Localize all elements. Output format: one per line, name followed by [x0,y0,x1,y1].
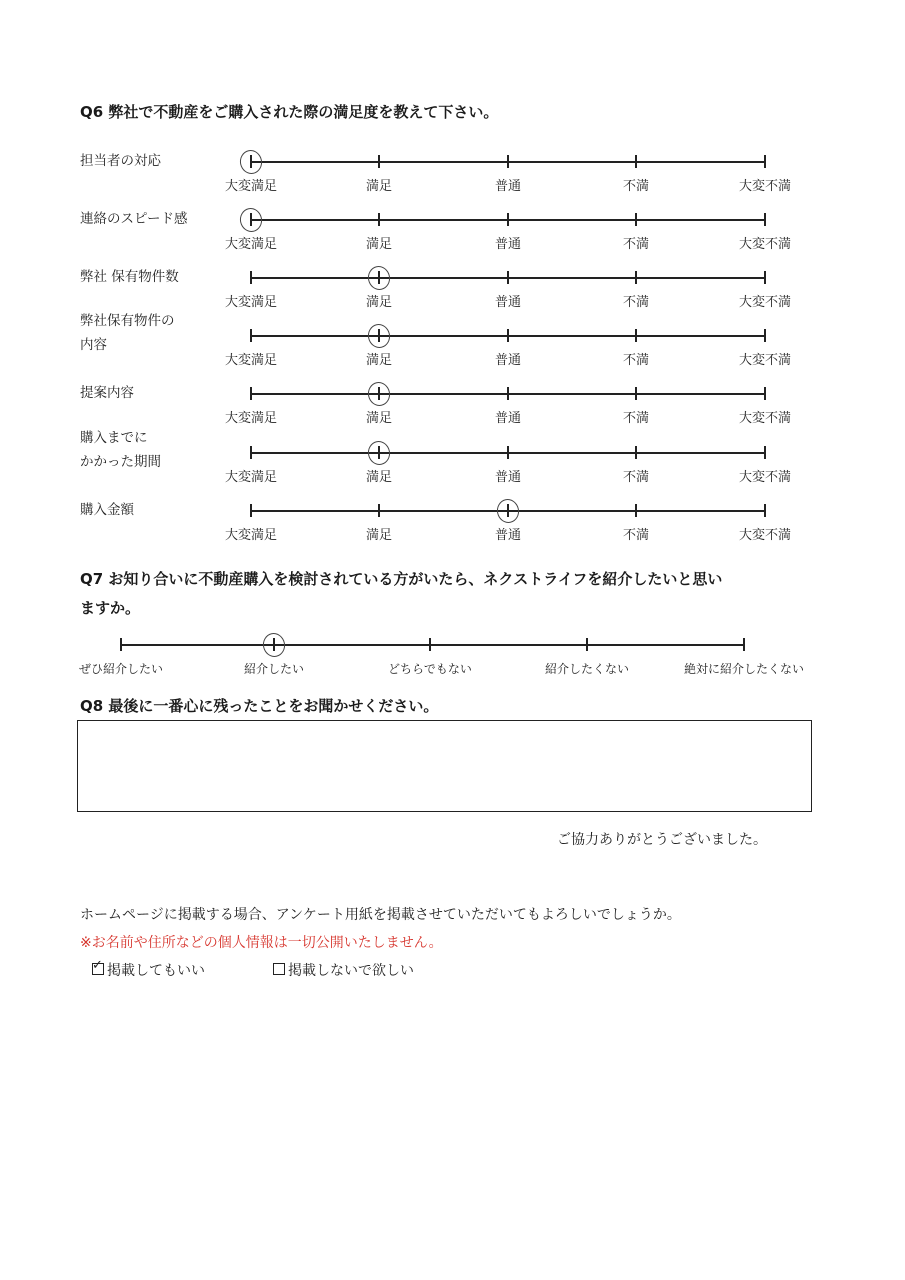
scale-option-label: 紹介したくない [544,662,630,676]
scale-tick[interactable] [764,155,766,168]
check-mark-icon: ✓ [92,958,103,973]
scale-tick[interactable] [250,504,252,517]
scale-option-label: 普通 [494,295,522,310]
scale-option-label: 大変不満 [738,179,792,194]
scale-option-label: 大変不満 [738,237,792,252]
scale-option-label: 絶対に紹介したくない [683,662,805,676]
q6-scale [224,217,792,257]
scale-option-label: 満足 [365,353,393,368]
scale-tick[interactable] [764,329,766,342]
scale-tick[interactable] [250,387,252,400]
thanks-message: ご協力ありがとうございました。 [557,832,767,848]
scale-line [121,644,744,646]
scale-option-label: 大変満足 [224,528,278,543]
publish-option-yes[interactable] [92,960,205,980]
scale-tick[interactable] [764,446,766,459]
scale-tick[interactable] [764,504,766,517]
scale-option-label: ぜひ紹介したい [78,662,164,676]
scale-option-label: 普通 [494,353,522,368]
selection-circle [366,380,393,408]
scale-option-label: 不満 [622,179,650,194]
scale-option-label: 大変満足 [224,295,278,310]
q7-title-line2: ますか。 [80,599,141,617]
scale-option-label: 普通 [494,528,522,543]
scale-tick[interactable] [586,638,588,651]
scale-option-label: 満足 [365,411,393,426]
scale-tick[interactable] [507,329,509,342]
scale-tick[interactable] [635,329,637,342]
scale-option-label: 大変満足 [224,470,278,485]
q8-answer-box[interactable] [77,720,812,812]
scale-option-label: 満足 [365,237,393,252]
q7-rating-scale [78,642,805,682]
scale-tick[interactable] [507,446,509,459]
selection-circle [495,497,522,525]
q8-title: Q8 最後に一番心に残ったことをお聞かせください。 [80,697,439,715]
selection-circle [366,322,393,350]
scale-tick[interactable] [250,329,252,342]
scale-tick[interactable] [378,155,380,168]
scale-tick[interactable] [507,271,509,284]
scale-option-label: 不満 [622,295,650,310]
scale-option-label: 不満 [622,411,650,426]
scale-tick[interactable] [635,155,637,168]
scale-tick[interactable] [635,504,637,517]
scale-tick[interactable] [635,213,637,226]
scale-tick[interactable] [250,446,252,459]
scale-option-label: 大変満足 [224,237,278,252]
scale-option-label: 大変不満 [738,528,792,543]
scale-tick[interactable] [764,213,766,226]
scale-option-label: 満足 [365,528,393,543]
scale-tick[interactable] [120,638,122,651]
scale-option-label: 普通 [494,237,522,252]
scale-option-label: 不満 [622,237,650,252]
selection-circle [366,439,393,467]
scale-option-label: 普通 [494,470,522,485]
scale-tick[interactable] [635,387,637,400]
scale-option-label: 不満 [622,470,650,485]
scale-tick[interactable] [250,271,252,284]
q6-row-label: 弊社 保有物件数 [80,269,179,285]
privacy-note: ※お名前や住所などの個人情報は一切公開いたしません。 [80,935,443,951]
checkbox-yes[interactable] [92,958,104,975]
scale-tick[interactable] [429,638,431,651]
scale-option-label: どちらでもない [388,662,472,676]
scale-tick[interactable] [507,213,509,226]
q6-row-label: 提案内容 [80,385,134,401]
scale-tick[interactable] [507,155,509,168]
scale-tick[interactable] [378,213,380,226]
q6-row-label: 購入までに [80,430,148,446]
q6-row-label: 弊社保有物件の [80,313,175,329]
q6-title: Q6 弊社で不動産をご購入された際の満足度を教えて下さい。 [80,103,499,121]
scale-option-label: 大変満足 [224,411,278,426]
publish-option-no[interactable] [273,960,414,980]
publish-question: ホームページに掲載する場合、アンケート用紙を掲載させていただいてもよろしいでしょうか。 [80,907,681,923]
scale-option-label: 満足 [365,179,393,194]
q6-scale [224,391,792,431]
scale-option-label: 満足 [365,295,393,310]
scale-tick[interactable] [378,504,380,517]
scale-tick[interactable] [764,271,766,284]
scale-option-label: 不満 [622,528,650,543]
scale-tick[interactable] [743,638,745,651]
publish-option-no-label: 掲載しないで欲しい [288,963,414,979]
scale-option-label: 満足 [365,470,393,485]
q6-row-label: かかった期間 [80,454,161,470]
q6-scale [224,275,792,315]
q7-title: Q7 お知り合いに不動産購入を検討されている方がいたら、ネクストライフを紹介したいと思い [80,570,723,588]
q6-row-label: 連絡のスピード感 [80,211,188,227]
scale-tick[interactable] [507,387,509,400]
scale-tick[interactable] [635,271,637,284]
scale-option-label: 普通 [494,411,522,426]
q6-scale [224,450,792,490]
scale-option-label: 大変満足 [224,353,278,368]
q6-scale [224,333,792,373]
selection-circle [238,206,265,234]
scale-option-label: 大変不満 [738,353,792,368]
scale-option-label: 大変不満 [738,470,792,485]
selection-circle [366,264,393,292]
selection-circle [238,148,265,176]
q6-scale [224,508,792,548]
q6-row-label: 内容 [80,337,107,353]
selection-circle [261,631,288,659]
scale-option-label: 大変不満 [738,411,792,426]
scale-tick[interactable] [635,446,637,459]
q6-row-label: 担当者の対応 [80,153,161,169]
scale-tick[interactable] [764,387,766,400]
scale-option-label: 大変不満 [738,295,792,310]
checkbox-no[interactable] [273,963,285,975]
scale-option-label: 不満 [622,353,650,368]
q6-scale [224,159,792,199]
q6-row-label: 購入金額 [80,502,134,518]
scale-option-label: 普通 [494,179,522,194]
scale-option-label: 紹介したい [243,662,305,676]
scale-option-label: 大変満足 [224,179,278,194]
publish-option-yes-label: 掲載してもいい [107,963,205,979]
